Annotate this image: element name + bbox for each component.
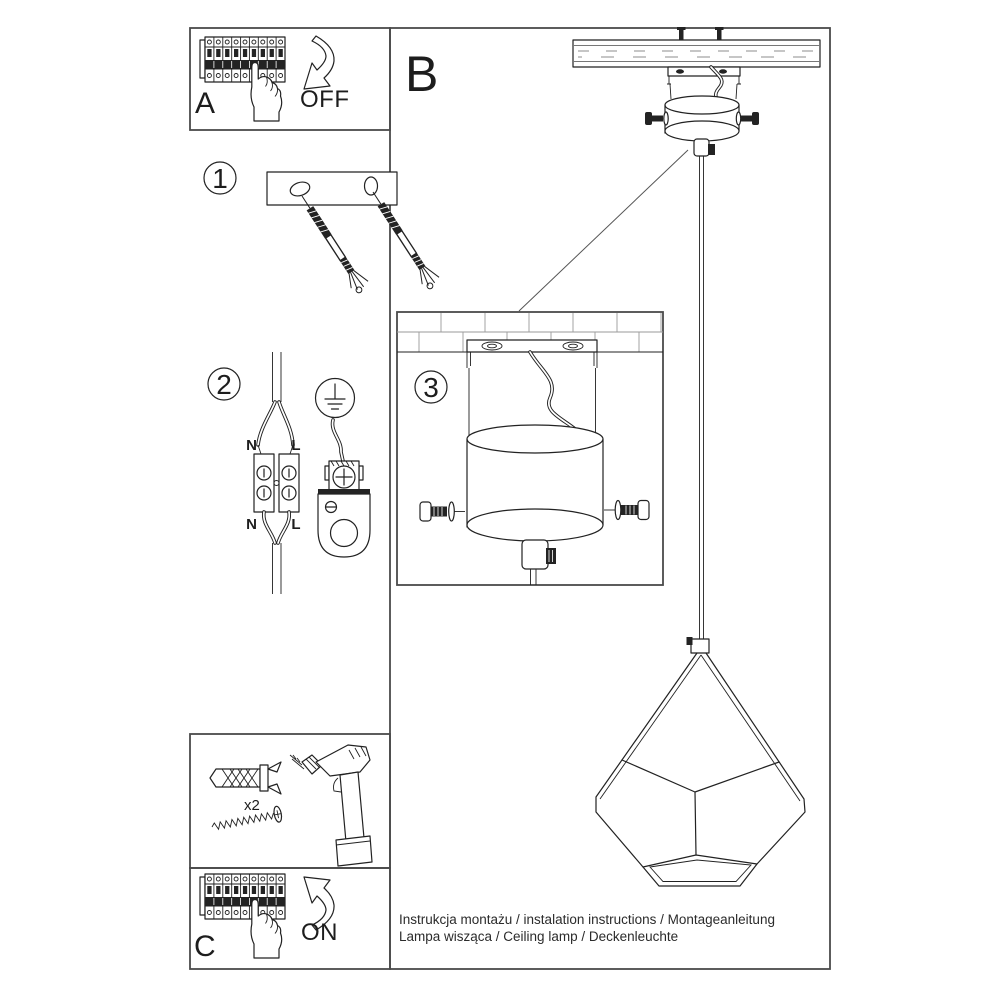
wood-beam-drawing	[573, 40, 820, 67]
section-c-label: C	[194, 930, 216, 963]
ground-clamp-drawing	[318, 420, 370, 557]
drill-icon	[290, 745, 372, 866]
footer-line-2: Lampa wisząca / Ceiling lamp / Deckenleuchte	[399, 929, 679, 944]
pendant-cable	[700, 156, 704, 639]
step-2-number: 2	[216, 369, 232, 400]
canopy-drawing	[645, 96, 759, 156]
step-3-number: 3	[423, 372, 439, 403]
detail-canopy-drawing	[467, 425, 603, 585]
wall-anchor-drawing	[210, 762, 281, 794]
section-b-label: B	[405, 46, 439, 102]
footer-line-1: Instrukcja montażu / instalation instructions / Montageanleitung	[399, 912, 775, 927]
ground-symbol-icon	[316, 379, 355, 418]
wall-screw-left	[294, 191, 370, 295]
section-a-label: A	[195, 87, 216, 120]
breaker-panel-icon	[200, 874, 285, 919]
label-live-top: L	[291, 437, 301, 454]
power-off-panel	[195, 36, 350, 121]
mounting-bracket-drawing	[267, 172, 397, 205]
ceiling-bracket-drawing	[667, 67, 741, 99]
off-label: OFF	[300, 86, 350, 113]
beam-screws	[677, 27, 724, 41]
step-3-section	[397, 312, 663, 585]
label-live-bottom: L	[291, 516, 301, 533]
detail-leader-line	[519, 150, 688, 311]
terminal-block-drawing	[254, 352, 299, 594]
step-1-section	[204, 162, 442, 295]
anchor-quantity-label: x2	[244, 797, 260, 814]
step-2-section	[208, 352, 370, 594]
on-label: ON	[301, 919, 338, 946]
label-neutral-top: N	[246, 437, 257, 454]
footer-text	[399, 912, 775, 944]
tools-box	[210, 745, 372, 866]
main-lamp-drawing	[519, 27, 820, 886]
off-arrow-icon	[304, 36, 334, 89]
power-on-panel	[194, 874, 338, 963]
step-1-number: 1	[212, 163, 228, 194]
label-neutral-bottom: N	[246, 516, 257, 533]
breaker-panel-icon	[200, 37, 285, 82]
lamp-shade-drawing	[596, 637, 805, 886]
